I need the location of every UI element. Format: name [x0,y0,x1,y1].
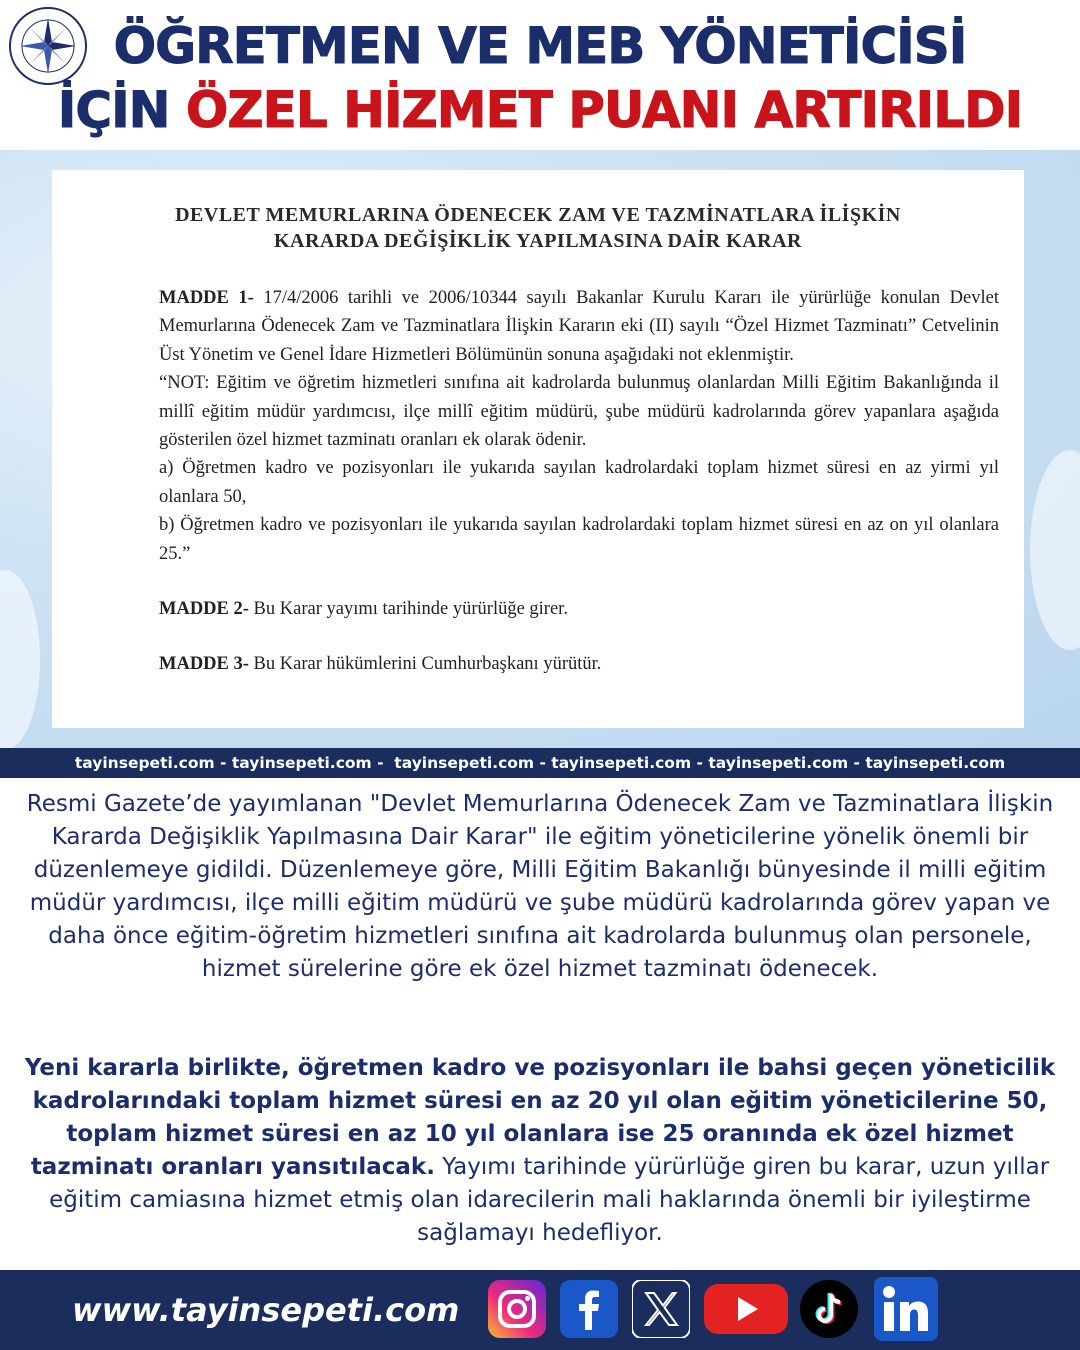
header [0,0,1080,150]
headline [0,14,1080,142]
headline-line-1: ÖĞRETMEN VE MEB YÖNETİCİSİ [113,17,967,75]
ticker-bar: tayinsepeti.com - tayinsepeti.com - tayinsepeti.com - tayinsepeti.com - tayinsepeti.com - tayinsepeti.com [0,748,1080,778]
article-paragraph-2-bold: Yeni kararla birlikte, öğretmen kadro ve pozisyonları ile bahsi geçen yöneticilik kadrolarındaki toplam hizmet süresi en az 20 yıl olan eğitim yöneticilerine 50, toplam hizmet süresi en az 10 yıl olanlara ise 25 oranında ek özel hizmet tazminatı oranları yansıtılacak. [24,1055,1056,1180]
document-scan [52,170,1024,728]
madde-1-label: MADDE 1- [159,288,254,308]
headline-line-2-blue: İÇİN [57,81,186,139]
madde-2-label: MADDE 2- [159,599,249,620]
youtube-icon[interactable] [704,1280,788,1338]
article-paragraph-2 [14,1052,1066,1250]
snow-decoration [0,570,40,750]
snow-decoration [1030,450,1080,650]
note-text: “NOT: Eğitim ve öğretim hizmetleri sınıfına ait kadrolarda bulunmuş olanlardan Milli Eğitim Bakanlığında il millî eğitim müdür yardımcısı, ilçe millî eğitim müdürü, şube müdürü kadrolarında görev yapanlara aşağıda gösterilen özel hizmet tazminatı oranları ek olarak ödenir. [159,373,999,451]
headline-line-2 [0,78,1080,142]
madde-1-text: 17/4/2006 tarihli ve 2006/10344 sayılı Bakanlar Kurulu Kararı ile yürürlüğe konulan Devlet Memurlarına Ödenecek Zam ve Tazminatlara İlişkin Kararın eki (II) sayılı “Özel Hizmet Tazminatı” Cetvelinin Üst Yönetim ve Genel İdare Hizmetleri Bölümünün sonuna aşağıdaki not eklenmiştir. [159,288,999,365]
document-title-line-1: DEVLET MEMURLARINA ÖDENECEK ZAM VE TAZMİNATLARA İLİŞKİN [175,204,901,226]
linkedin-icon[interactable] [874,1277,938,1341]
x-icon[interactable] [632,1280,690,1338]
website-link[interactable]: www.tayinsepeti.com [72,1291,460,1329]
document-title-line-2: KARARDA DEĞİŞİKLİK YAPILMASINA DAİR KARAR [274,230,802,252]
item-a: a) Öğretmen kadro ve pozisyonları ile yukarıda sayılan kadrolardaki toplam hizmet süresi en az yirmi yıl olanlara 50, [159,458,999,507]
madde-1 [159,284,999,369]
document-body [159,284,999,679]
madde-3-label: MADDE 3- [159,654,249,675]
madde-3 [159,650,999,678]
tiktok-icon[interactable] [800,1280,858,1338]
document-title [52,202,1024,254]
footer [0,1270,1080,1350]
madde-2-text: Bu Karar yayımı tarihinde yürürlüğe girer. [248,599,568,620]
item-b: b) Öğretmen kadro ve pozisyonları ile yukarıda sayılan kadrolardaki toplam hizmet süresi en az on yıl olanlara 25.” [159,515,999,564]
headline-line-2-red: ÖZEL HİZMET PUANI ARTIRILDI [185,81,1023,139]
madde-3-text: Bu Karar hükümlerini Cumhurbaşkanı yürütür. [248,654,602,675]
article-paragraph-2-regular: Yayımı tarihinde yürürlüğe giren bu karar, uzun yıllar eğitim camiasına hizmet etmiş olan idarecilerin mali haklarında önemli bir iyileştirme sağlamayı hedefliyor. [49,1154,1050,1246]
facebook-icon[interactable] [560,1280,618,1338]
article-paragraph-1: Resmi Gazete’de yayımlanan "Devlet Memurlarına Ödenecek Zam ve Tazminatlara İlişkin Kararda Değişiklik Yapılmasına Dair Karar" ile eğitim yöneticilerine yönelik önemli bir düzenlemeye gidildi. Düzenlemeye göre, Milli Eğitim Bakanlığı bünyesinde il milli eğitim müdür yardımcısı, ilçe milli eğitim müdürü ve şube müdürü kadrolarında görev yapan ve daha önce eğitim-öğretim hizmetleri sınıfına ait kadrolarda bulunmuş olan personele, hizmet sürelerine göre ek özel hizmet tazminatı ödenecek. [26,791,1054,982]
instagram-icon[interactable] [488,1280,546,1338]
madde-2 [159,595,999,623]
